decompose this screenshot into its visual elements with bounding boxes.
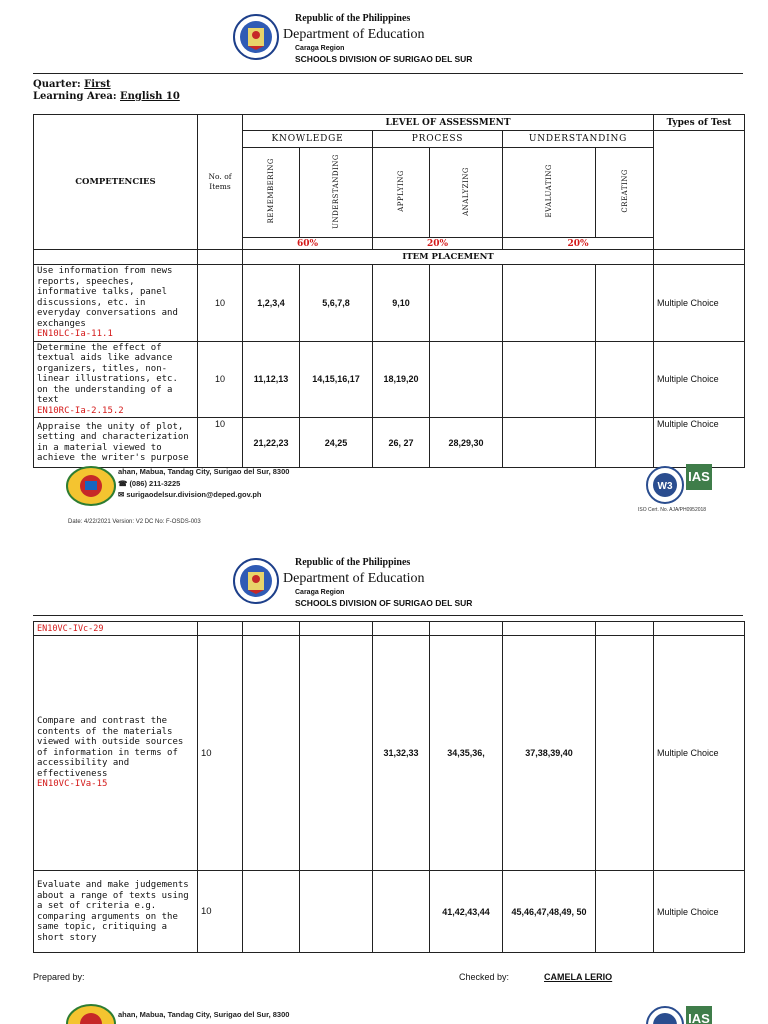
analyzing-header: ANALYZING (462, 166, 470, 216)
w3-cert-icon-2 (646, 1006, 684, 1024)
process-percent: 20% (373, 238, 503, 250)
competency-text: Compare and contrast the contents of the materials viewed with outside sources of information in terms of accessibility and effectiveness (37, 716, 184, 779)
analyzing-items: 34,35,36, (430, 636, 503, 871)
ias-logo: IAS (686, 464, 712, 490)
competency-code: EN10VC-IVa-15 (37, 779, 108, 790)
items-count: 10 (198, 636, 243, 871)
phone-icon: ☎ (118, 479, 128, 488)
analyzing-items: 41,42,43,44 (430, 871, 503, 953)
prepared-by-label: Prepared by: (33, 972, 85, 982)
items-count: 10 (198, 871, 243, 953)
competency-code: EN10VC-IVc-29 (34, 622, 198, 636)
w3-cert-icon (646, 466, 684, 504)
deped-seal-icon (233, 14, 279, 60)
understanding-items: 14,15,16,17 (300, 341, 373, 418)
item-placement-header: ITEM PLACEMENT (243, 250, 654, 265)
level-assessment-header: LEVEL OF ASSESSMENT (243, 115, 654, 131)
remembering-items: 21,22,23 (243, 418, 300, 468)
test-type: Multiple Choice (654, 418, 745, 468)
footer-address: ahan, Mabua, Tandag City, Surigao del Sur, 8300 (118, 467, 290, 476)
test-type: Multiple Choice (654, 636, 745, 871)
remembering-items: 11,12,13 (243, 341, 300, 418)
division-text-2: SCHOOLS DIVISION OF SURIGAO DEL SUR (295, 598, 473, 608)
quarter-line (33, 79, 111, 90)
understanding-items: 24,25 (300, 418, 373, 468)
items-count: 10 (198, 265, 243, 342)
quarter-label: Quarter: (33, 79, 81, 90)
analyzing-items: 28,29,30 (430, 418, 503, 468)
header-rule (33, 73, 743, 74)
remembering-items: 1,2,3,4 (243, 265, 300, 342)
items-count: 10 (198, 418, 243, 468)
footer-address-2: ahan, Mabua, Tandag City, Surigao del Sur, 8300 (118, 1010, 290, 1019)
knowledge-header: KNOWLEDGE (243, 131, 373, 148)
department-title: Department of Education (283, 27, 425, 42)
quarter-value: First (84, 79, 111, 90)
region-text-2: Caraga Region (295, 589, 345, 596)
republic-text: Republic of the Philippines (295, 13, 411, 24)
items-count: 10 (198, 341, 243, 418)
table-row (34, 622, 745, 636)
creating-header: CREATING (620, 169, 629, 213)
competency-code: EN10RC-Ia-2.15.2 (37, 405, 124, 416)
evaluating-header: EVALUATING (545, 164, 553, 218)
competency-text: Evaluate and make judgements about a range of texts using a set of criteria e.g. comparing arguments on the same topic, critiquing a short story (37, 880, 189, 943)
understanding-header: UNDERSTANDING (503, 131, 654, 148)
republic-text-2: Republic of the Philippines (295, 557, 411, 568)
email-icon: ✉ (118, 490, 125, 499)
division-logo-icon-2 (66, 1004, 116, 1024)
learning-area-value: English 10 (120, 91, 180, 102)
footer-phone-line (118, 479, 180, 488)
header-rule-2 (33, 615, 743, 616)
understanding-col-header: UNDERSTANDING (332, 153, 340, 229)
tos-table-continued (33, 621, 745, 953)
region-text: Caraga Region (295, 45, 345, 52)
understanding-percent: 20% (503, 238, 654, 250)
footer-email-line (118, 490, 262, 499)
competency-text: Appraise the unity of plot, setting and characterization in a material viewed to achieve the writer's purpose (37, 421, 189, 463)
types-of-test-header: Types of Test (654, 115, 745, 131)
applying-items: 18,19,20 (373, 341, 430, 418)
test-type: Multiple Choice (654, 871, 745, 953)
checked-by-label: Checked by: (459, 972, 510, 982)
table-row (34, 418, 745, 468)
ias-logo-2: IAS (686, 1006, 712, 1024)
evaluating-items: 45,46,47,48,49, 50 (503, 871, 596, 953)
division-logo-icon (66, 466, 116, 506)
test-type: Multiple Choice (654, 341, 745, 418)
division-text: SCHOOLS DIVISION OF SURIGAO DEL SUR (295, 54, 473, 64)
table-row (34, 871, 745, 953)
checked-by-name: CAMELA LERIO (544, 972, 613, 982)
w3-text: W3 (657, 481, 673, 492)
footer-email: surigaodelsur.division@deped.gov.ph (126, 490, 262, 499)
process-header: PROCESS (373, 131, 503, 148)
understanding-items: 5,6,7,8 (300, 265, 373, 342)
applying-items: 31,32,33 (373, 636, 430, 871)
iso-cert: ISO Cert. No. AJA/PH0952018 (638, 507, 707, 513)
learning-area-line (33, 91, 180, 102)
applying-items: 9,10 (373, 265, 430, 342)
deped-seal-icon-2 (233, 558, 279, 604)
evaluating-items: 37,38,39,40 (503, 636, 596, 871)
learning-area-label: Learning Area: (33, 91, 117, 102)
test-type: Multiple Choice (654, 265, 745, 342)
competency-text: Use information from news reports, speeches, informative talks, panel discussions, etc. in everyday conversations and exchanges (37, 266, 178, 329)
types-blank (654, 131, 745, 250)
competency-text: Determine the effect of textual aids like advance organizers, titles, non-linear illustrations, etc. on the understanding of a text (37, 342, 178, 405)
competency-code: EN10LC-Ia-11.1 (37, 329, 113, 339)
table-row (34, 341, 745, 418)
doc-info: Date: 4/22/2021 Version: V2 DC No: F-OSDS-003 (68, 519, 201, 525)
applying-items: 26, 27 (373, 418, 430, 468)
knowledge-percent: 60% (243, 238, 373, 250)
table-row (34, 636, 745, 871)
department-title-2: Department of Education (283, 571, 425, 586)
items-header: No. of Items (198, 115, 243, 250)
applying-header: APPLYING (397, 170, 405, 212)
tos-table (33, 114, 745, 468)
footer-phone: (086) 211-3225 (129, 479, 181, 488)
competencies-header: COMPETENCIES (34, 115, 198, 250)
remembering-header: REMEMBERING (267, 158, 275, 224)
table-row (34, 265, 745, 342)
